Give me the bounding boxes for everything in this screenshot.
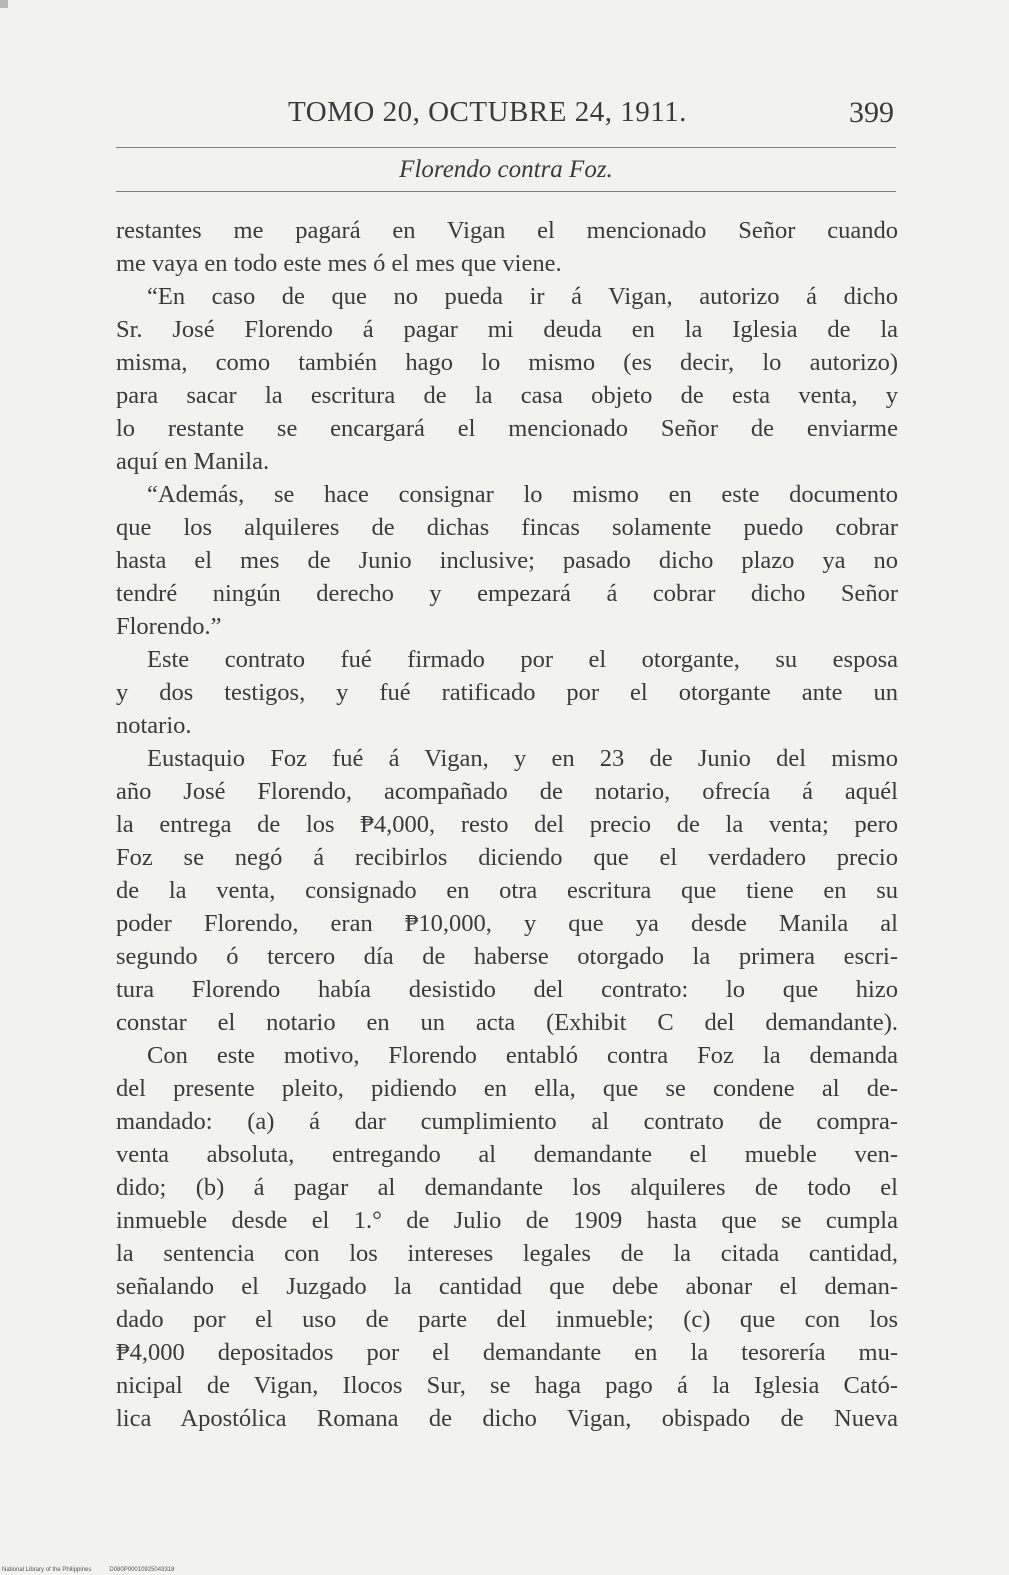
text-line: “Además, se hace consignar lo mismo en este documento	[147, 481, 898, 508]
text-line: misma, como también hago lo mismo (es decir, lo autorizo)	[116, 349, 898, 376]
text-line: la entrega de los ₱4,000, resto del precio de la venta; pero	[116, 811, 898, 838]
page-number: 399	[849, 96, 894, 129]
text-line: notario.	[116, 712, 192, 739]
text-line: Eustaquio Foz fué á Vigan, y en 23 de Junio del mismo	[147, 745, 898, 772]
header-rule-top	[116, 147, 896, 148]
text-line: dado por el uso de parte del inmueble; (c) que con los	[116, 1306, 898, 1333]
case-title: Florendo contra Foz.	[399, 156, 613, 183]
text-line: que los alquileres de dichas fincas solamente puedo cobrar	[116, 514, 898, 541]
text-line: Este contrato fué firmado por el otorgante, su esposa	[147, 646, 898, 673]
text-line: hasta el mes de Junio inclusive; pasado dicho plazo ya no	[116, 547, 898, 574]
text-line: aquí en Manila.	[116, 448, 270, 475]
text-line: inmueble desde el 1.° de Julio de 1909 hasta que se cumpla	[116, 1207, 898, 1234]
text-line: dido; (b) á pagar al demandante los alquileres de todo el	[116, 1174, 898, 1201]
text-line: restantes me pagará en Vigan el mencionado Señor cuando	[116, 217, 898, 244]
scan-code: D080P00010925043318	[109, 1567, 175, 1573]
text-line: poder Florendo, eran ₱10,000, y que ya desde Manila al	[116, 910, 898, 937]
text-line: lica Apostólica Romana de dicho Vigan, obispado de Nueva	[116, 1405, 898, 1432]
text-line: nicipal de Vigan, Ilocos Sur, se haga pago á la Iglesia Cató-	[116, 1372, 898, 1399]
scan-footer	[2, 1567, 174, 1573]
header-rule-bottom	[116, 191, 896, 192]
text-line: Florendo.”	[116, 613, 222, 640]
text-line: año José Florendo, acompañado de notario, ofrecía á aquél	[116, 778, 898, 805]
text-line: Sr. José Florendo á pagar mi deuda en la Iglesia de la	[116, 316, 898, 343]
text-line: tendré ningún derecho y empezará á cobrar dicho Señor	[116, 580, 898, 607]
text-line: Foz se negó á recibirlos diciendo que el verdadero precio	[116, 844, 898, 871]
text-line: mandado: (a) á dar cumplimiento al contrato de compra-	[116, 1108, 898, 1135]
body-text	[116, 214, 898, 1435]
running-head	[116, 92, 898, 136]
text-line: y dos testigos, y fué ratificado por el otorgante ante un	[116, 679, 898, 706]
text-line: constar el notario en un acta (Exhibit C del demandante).	[116, 1009, 898, 1036]
text-line: tura Florendo había desistido del contrato: lo que hizo	[116, 976, 898, 1003]
text-line: del presente pleito, pidiendo en ella, que se condene al de-	[116, 1075, 898, 1102]
text-line: venta absoluta, entregando al demandante el mueble ven-	[116, 1141, 898, 1168]
text-line: de la venta, consignado en otra escritura que tiene en su	[116, 877, 898, 904]
text-line: segundo ó tercero día de haberse otorgado la primera escri-	[116, 943, 898, 970]
running-title: TOMO 20, OCTUBRE 24, 1911.	[288, 96, 687, 128]
library-credit: National Library of the Philippines	[2, 1567, 92, 1573]
text-line: ₱4,000 depositados por el demandante en la tesorería mu-	[116, 1339, 898, 1366]
text-line: lo restante se encargará el mencionado Señor de enviarme	[116, 415, 898, 442]
text-line: Con este motivo, Florendo entabló contra Foz la demanda	[147, 1042, 898, 1069]
text-line: me vaya en todo este mes ó el mes que viene.	[116, 250, 562, 277]
scan-corner-mark	[0, 0, 8, 8]
text-line: señalando el Juzgado la cantidad que debe abonar el deman-	[116, 1273, 898, 1300]
text-line: “En caso de que no pueda ir á Vigan, autorizo á dicho	[147, 283, 898, 310]
text-line: para sacar la escritura de la casa objeto de esta venta, y	[116, 382, 898, 409]
text-line: la sentencia con los intereses legales de la citada cantidad,	[116, 1240, 898, 1267]
